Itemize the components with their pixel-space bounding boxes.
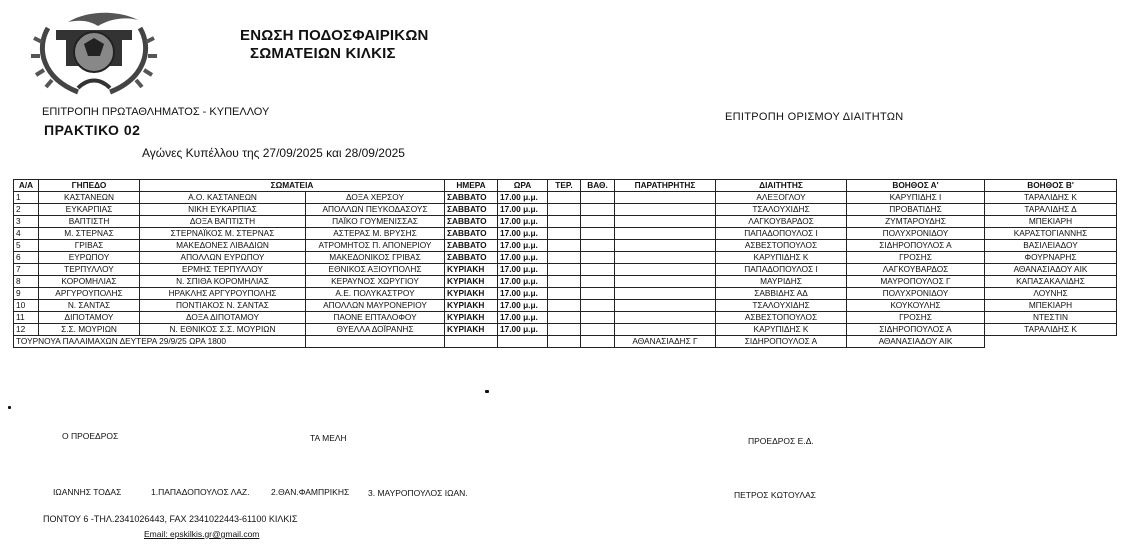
cell-ground: ΔΙΠΟΤΑΜΟΥ (39, 312, 140, 324)
cell-day: ΣΑΒΒΑΤΟ (445, 228, 498, 240)
ink-mark (485, 390, 489, 393)
cell-assistant2: ΦΟΥΡΝΑΡΗΣ (985, 252, 1117, 264)
cell-day: ΣΑΒΒΑΤΟ (445, 252, 498, 264)
cell-ter (548, 300, 581, 312)
board-president-name: ΠΕΤΡΟΣ ΚΩΤΟΥΛΑΣ (734, 490, 816, 500)
cell-day: ΚΥΡΙΑΚΗ (445, 264, 498, 276)
cell-assistant2: ΛΟΥΝΗΣ (985, 288, 1117, 300)
cell-referee: ΑΛΕΞΟΓΛΟΥ (716, 192, 847, 204)
cell-assistant2: ΜΠΕΚΙΑΡΗ (985, 300, 1117, 312)
cell-home-team: ΗΡΑΚΛΗΣ ΑΡΓΥΡΟΥΠΟΛΗΣ (140, 288, 306, 300)
table-row (14, 300, 1117, 312)
cell-day: ΚΥΡΙΑΚΗ (445, 324, 498, 336)
cell-vath (581, 312, 615, 324)
cell-away-team: ΚΕΡΑΥΝΟΣ ΧΩΡΥΓΙΟΥ (306, 276, 445, 288)
cell-assistant2: ΚΑΡΑΣΤΟΓΙΑΝΝΗΣ (985, 228, 1117, 240)
cell-ter (548, 312, 581, 324)
table-row (14, 312, 1117, 324)
cell-ground: Μ. ΣΤΕΡΝΑΣ (39, 228, 140, 240)
cell-ter (548, 240, 581, 252)
cell-referee: ΠΑΠΑΔΟΠΟΥΛΟΣ Ι (716, 228, 847, 240)
cell-assistant2: ΤΑΡΑΛΙΔΗΣ Κ (985, 192, 1117, 204)
table-header-row (14, 180, 1117, 192)
cell-assistant1: ΠΡΟΒΑΤΙΔΗΣ (847, 204, 985, 216)
cell-assistant1: ΓΡΟΣΗΣ (847, 312, 985, 324)
referee-committee-label: ΕΠΙΤΡΟΠΗ ΟΡΙΣΜΟΥ ΔΙΑΙΤΗΤΩΝ (725, 111, 904, 123)
cell-assistant2: ΤΑΡΑΛΙΔΗΣ Κ (985, 324, 1117, 336)
cell-referee: ΑΣΒΕΣΤΟΠΟΥΛΟΣ (716, 240, 847, 252)
col-header-observer: ΠΑΡΑΤΗΡΗΤΗΣ (615, 180, 716, 192)
cell-home-team: ΔΟΞΑ ΔΙΠΟΤΑΜΟΥ (140, 312, 306, 324)
cell-empty (581, 336, 615, 348)
cell-home-team: Ν. ΣΠΙΘΑ ΚΟΡΟΜΗΛΙΑΣ (140, 276, 306, 288)
cell-time: 17.00 μ.μ. (498, 300, 548, 312)
col-header-clubs: ΣΩΜΑΤΕΙΑ (140, 180, 445, 192)
table-row (14, 228, 1117, 240)
cell-assistant2: ΝΤΕΣΤΙΝ (985, 312, 1117, 324)
cell-referee: ΑΣΒΕΣΤΟΠΟΥΛΟΣ (716, 312, 847, 324)
cell-ter (548, 204, 581, 216)
cell-home-team: ΕΡΜΗΣ ΤΕΡΠΥΛΛΟΥ (140, 264, 306, 276)
cell-time: 17.00 μ.μ. (498, 192, 548, 204)
cell-assistant1: ΖΥΜΤΑΡΟΥΔΗΣ (847, 216, 985, 228)
cell-away-team: ΠΑΟΝΕ ΕΠΤΑΛΟΦΟΥ (306, 312, 445, 324)
cell-observer (615, 240, 716, 252)
cell-away-team: ΔΟΞΑ ΧΕΡΣΟΥ (306, 192, 445, 204)
cell-ground: Σ.Σ. ΜΟΥΡΙΩΝ (39, 324, 140, 336)
table-row (14, 288, 1117, 300)
table-row (14, 192, 1117, 204)
table-row (14, 264, 1117, 276)
cell-ground: ΚΟΡΟΜΗΛΙΑΣ (39, 276, 140, 288)
cell-referee: ΤΣΑΛΟΥΧΙΔΗΣ (716, 300, 847, 312)
table-row (14, 240, 1117, 252)
cell-time: 17.00 μ.μ. (498, 312, 548, 324)
cell-observer (615, 228, 716, 240)
cell-no: 6 (14, 252, 39, 264)
footer-address: ΠΟΝΤΟΥ 6 -ΤΗΛ.2341026443, FAX 2341022443-61100 ΚΙΛΚΙΣ (43, 514, 298, 524)
minutes-title: ΠΡΑΚΤΙΚΟ 02 (44, 122, 141, 138)
cell-assistant1: ΜΑΥΡΟΠΟΥΛΟΣ Γ (847, 276, 985, 288)
org-name-line1: ΕΝΩΣΗ ΠΟΔΟΣΦΑΙΡΙΚΩΝ (240, 27, 429, 44)
col-header-no: Α/Α (14, 180, 39, 192)
president-title: Ο ΠΡΟΕΔΡΟΣ (62, 431, 119, 441)
cell-assistant2: ΜΠΕΚΙΑΡΗ (985, 216, 1117, 228)
cell-observer (615, 312, 716, 324)
cell-ground: ΓΡΙΒΑΣ (39, 240, 140, 252)
cell-observer (615, 204, 716, 216)
cell-vath (581, 192, 615, 204)
col-header-vath: ΒΑΘ. (581, 180, 615, 192)
cell-away-team: ΑΣΤΕΡΑΣ Μ. ΒΡΥΣΗΣ (306, 228, 445, 240)
cell-ground: ΑΡΓΥΡΟΥΠΟΛΗΣ (39, 288, 140, 300)
cell-referee: ΤΣΑΛΟΥΧΙΔΗΣ (716, 204, 847, 216)
col-header-ter: ΤΕΡ. (548, 180, 581, 192)
cell-away-team: ΑΤΡΟΜΗΤΟΣ Π. ΑΠΟΝΕΡΙΟΥ (306, 240, 445, 252)
cell-ground: ΚΑΣΤΑΝΕΩΝ (39, 192, 140, 204)
cell-ter (548, 288, 581, 300)
cell-no: 4 (14, 228, 39, 240)
cell-away-team: ΠΑΪΚΟ ΓΟΥΜΕΝΙΣΣΑΣ (306, 216, 445, 228)
cell-time: 17.00 μ.μ. (498, 288, 548, 300)
cell-referee: ΠΑΠΑΔΟΠΟΥΛΟΣ Ι (716, 264, 847, 276)
col-header-assistant2: ΒΟΗΘΟΣ Β' (985, 180, 1117, 192)
cell-vath (581, 276, 615, 288)
cell-time: 17.00 μ.μ. (498, 324, 548, 336)
table-row (14, 276, 1117, 288)
cell-referee: ΚΑΡΥΠΙΔΗΣ Κ (716, 252, 847, 264)
cell-day: ΚΥΡΙΑΚΗ (445, 300, 498, 312)
cell-assistant2: ΑΘΑΝΑΣΙΑΔΟΥ ΑΙΚ (985, 264, 1117, 276)
cell-time: 17.00 μ.μ. (498, 240, 548, 252)
cell-day: ΚΥΡΙΑΚΗ (445, 288, 498, 300)
cell-time: 17.00 μ.μ. (498, 228, 548, 240)
col-header-assistant1: ΒΟΗΘΟΣ Α' (847, 180, 985, 192)
cell-ground: ΕΥΚΑΡΠΙΑΣ (39, 204, 140, 216)
tournament-row (14, 336, 1117, 348)
footer-email-link[interactable]: Email: epskilkis.gr@gmail.com (144, 529, 260, 539)
cell-no: 10 (14, 300, 39, 312)
cell-vath (581, 264, 615, 276)
board-president-title: ΠΡΟΕΔΡΟΣ Ε.Δ. (748, 436, 814, 446)
cell-ter (548, 228, 581, 240)
cell-day: ΣΑΒΒΑΤΟ (445, 216, 498, 228)
committee-label: ΕΠΙΤΡΟΠΗ ΠΡΩΤΑΘΛΗΜΑΤΟΣ - ΚΥΠΕΛΛΟΥ (42, 106, 270, 118)
members-title: ΤΑ ΜΕΛΗ (310, 433, 347, 443)
cell-home-team: ΜΑΚΕΔΟΝΕΣ ΛΙΒΑΔΙΩΝ (140, 240, 306, 252)
cell-observer (615, 192, 716, 204)
cell-ground: ΕΥΡΩΠΟΥ (39, 252, 140, 264)
table-row (14, 216, 1117, 228)
cell-home-team: ΣΤΕΡΝΑΪΚΟΣ Μ. ΣΤΕΡΝΑΣ (140, 228, 306, 240)
cell-time: 17.00 μ.μ. (498, 264, 548, 276)
org-name-line2: ΣΩΜΑΤΕΙΩΝ ΚΙΛΚΙΣ (250, 45, 396, 62)
cell-time: 17.00 μ.μ. (498, 216, 548, 228)
cell-vath (581, 300, 615, 312)
table-row (14, 204, 1117, 216)
cell-referee: ΚΑΡΥΠΙΔΗΣ Κ (716, 324, 847, 336)
ink-mark (8, 406, 11, 409)
cell-assistant2: ΒΑΣΙΛΕΙΑΔΟΥ (985, 240, 1117, 252)
fixtures-table (13, 179, 1117, 348)
cell-day: ΣΑΒΒΑΤΟ (445, 240, 498, 252)
cell-vath (581, 228, 615, 240)
cell-vath (581, 288, 615, 300)
tournament-label: ΤΟΥΡΝΟΥΑ ΠΑΛΑΙΜΑΧΩΝ ΔΕΥΤΕΡΑ 29/9/25 ΩΡΑ 1800 (14, 336, 306, 348)
table-row (14, 252, 1117, 264)
cell-observer (615, 252, 716, 264)
president-name: ΙΩΑΝΝΗΣ ΤΟΔΑΣ (53, 487, 122, 497)
cell-vath (581, 204, 615, 216)
cell-time: 17.00 μ.μ. (498, 276, 548, 288)
cell-observer (615, 288, 716, 300)
cell-empty (306, 336, 445, 348)
cell-no: 1 (14, 192, 39, 204)
cell-assistant1: ΣΙΔΗΡΟΠΟΥΛΟΣ Α (847, 240, 985, 252)
subtitle: Αγώνες Κυπέλλου της 27/09/2025 και 28/09/2025 (142, 146, 405, 160)
cell-away-team: ΜΑΚΕΔΟΝΙΚΟΣ ΓΡΙΒΑΣ (306, 252, 445, 264)
cell-no: 3 (14, 216, 39, 228)
cell-ground: ΤΕΡΠΥΛΛΟΥ (39, 264, 140, 276)
cell-time: 17.00 μ.μ. (498, 204, 548, 216)
cell-day: ΣΑΒΒΑΤΟ (445, 204, 498, 216)
cell-referee: ΜΑΥΡΙΔΗΣ (716, 276, 847, 288)
col-header-time: ΩΡΑ (498, 180, 548, 192)
cell-ter (548, 276, 581, 288)
cell-no: 2 (14, 204, 39, 216)
cell-assistant1: ΚΟΥΚΟΥΛΗΣ (847, 300, 985, 312)
cell-ter (548, 192, 581, 204)
cell-vath (581, 240, 615, 252)
cell-observer (615, 264, 716, 276)
cell-observer (615, 216, 716, 228)
cell-day: ΚΥΡΙΑΚΗ (445, 312, 498, 324)
cell-no: 11 (14, 312, 39, 324)
member-1-name: 1.ΠΑΠΑΔΟΠΟΥΛΟΣ ΛΑΖ. (151, 487, 250, 497)
cell-assistant1: ΣΙΔΗΡΟΠΟΥΛΟΣ Α (847, 324, 985, 336)
table-row (14, 324, 1117, 336)
cell-empty (548, 336, 581, 348)
cell-assistant1: ΠΟΛΥΧΡΟΝΙΔΟΥ (847, 228, 985, 240)
cell-home-team: Ν. ΕΘΝΙΚΟΣ Σ.Σ. ΜΟΥΡΙΩΝ (140, 324, 306, 336)
cell-empty (445, 336, 498, 348)
cell-ground: ΒΑΠΤΙΣΤΗ (39, 216, 140, 228)
member-3-name: 3. ΜΑΥΡΟΠΟΥΛΟΣ ΙΩΑΝ. (368, 488, 468, 498)
cell-no: 8 (14, 276, 39, 288)
cell-home-team: ΑΠΟΛΛΩΝ ΕΥΡΩΠΟΥ (140, 252, 306, 264)
cell-vath (581, 252, 615, 264)
tournament-assistant2: ΑΘΑΝΑΣΙΑΔΟΥ ΑΙΚ (847, 336, 985, 348)
cell-home-team: ΠΟΝΤΙΑΚΟΣ Ν. ΣΑΝΤΑΣ (140, 300, 306, 312)
cell-assistant1: ΚΑΡΥΠΙΔΗΣ Ι (847, 192, 985, 204)
cell-away-team: Α.Ε. ΠΟΛΥΚΑΣΤΡΟΥ (306, 288, 445, 300)
tournament-assistant1: ΣΙΔΗΡΟΠΟΥΛΟΣ Α (716, 336, 847, 348)
cell-assistant2: ΤΑΡΑΛΙΔΗΣ Δ (985, 204, 1117, 216)
cell-day: ΣΑΒΒΑΤΟ (445, 192, 498, 204)
col-header-ground: ΓΗΠΕΔΟ (39, 180, 140, 192)
cell-referee: ΣΑΒΒΙΔΗΣ ΑΔ (716, 288, 847, 300)
cell-away-team: ΑΠΟΛΛΩΝ ΠΕΥΚΟΔΑΣΟΥΣ (306, 204, 445, 216)
tournament-referee: ΑΘΑΝΑΣΙΑΔΗΣ Γ (615, 336, 716, 348)
cell-ter (548, 252, 581, 264)
cell-referee: ΛΑΓΚΟΥΒΑΡΔΟΣ (716, 216, 847, 228)
col-header-referee: ΔΙΑΙΤΗΤΗΣ (716, 180, 847, 192)
cell-no: 9 (14, 288, 39, 300)
col-header-day: ΗΜΕΡΑ (445, 180, 498, 192)
cell-observer (615, 300, 716, 312)
cell-no: 7 (14, 264, 39, 276)
cell-assistant1: ΠΟΛΥΧΡΟΝΙΔΟΥ (847, 288, 985, 300)
cell-away-team: ΑΠΟΛΛΩΝ ΜΑΥΡΟΝΕΡΙΟΥ (306, 300, 445, 312)
cell-home-team: Α.Ο. ΚΑΣΤΑΝΕΩΝ (140, 192, 306, 204)
cell-away-team: ΘΥΕΛΛΑ ΔΟΪΡΑΝΗΣ (306, 324, 445, 336)
cell-assistant2: ΚΑΠΑΣΑΚΑΛΙΔΗΣ (985, 276, 1117, 288)
cell-no: 12 (14, 324, 39, 336)
cell-empty (498, 336, 548, 348)
cell-home-team: ΝΙΚΗ ΕΥΚΑΡΠΙΑΣ (140, 204, 306, 216)
cell-observer (615, 324, 716, 336)
cell-ground: Ν. ΣΑΝΤΑΣ (39, 300, 140, 312)
cell-no: 5 (14, 240, 39, 252)
cell-ter (548, 264, 581, 276)
cell-day: ΚΥΡΙΑΚΗ (445, 276, 498, 288)
cell-ter (548, 324, 581, 336)
federation-logo (28, 8, 160, 100)
cell-away-team: ΕΘΝΙΚΟΣ ΑΞΙΟΥΠΟΛΗΣ (306, 264, 445, 276)
cell-assistant1: ΛΑΓΚΟΥΒΑΡΔΟΣ (847, 264, 985, 276)
cell-ter (548, 216, 581, 228)
cell-home-team: ΔΟΞΑ ΒΑΠΤΙΣΤΗ (140, 216, 306, 228)
cell-vath (581, 324, 615, 336)
cell-vath (581, 216, 615, 228)
cell-assistant1: ΓΡΟΣΗΣ (847, 252, 985, 264)
member-2-name: 2.ΘΑΝ.ΦΑΜΠΡΙΚΗΣ (271, 487, 350, 497)
cell-observer (615, 276, 716, 288)
cell-time: 17.00 μ.μ. (498, 252, 548, 264)
